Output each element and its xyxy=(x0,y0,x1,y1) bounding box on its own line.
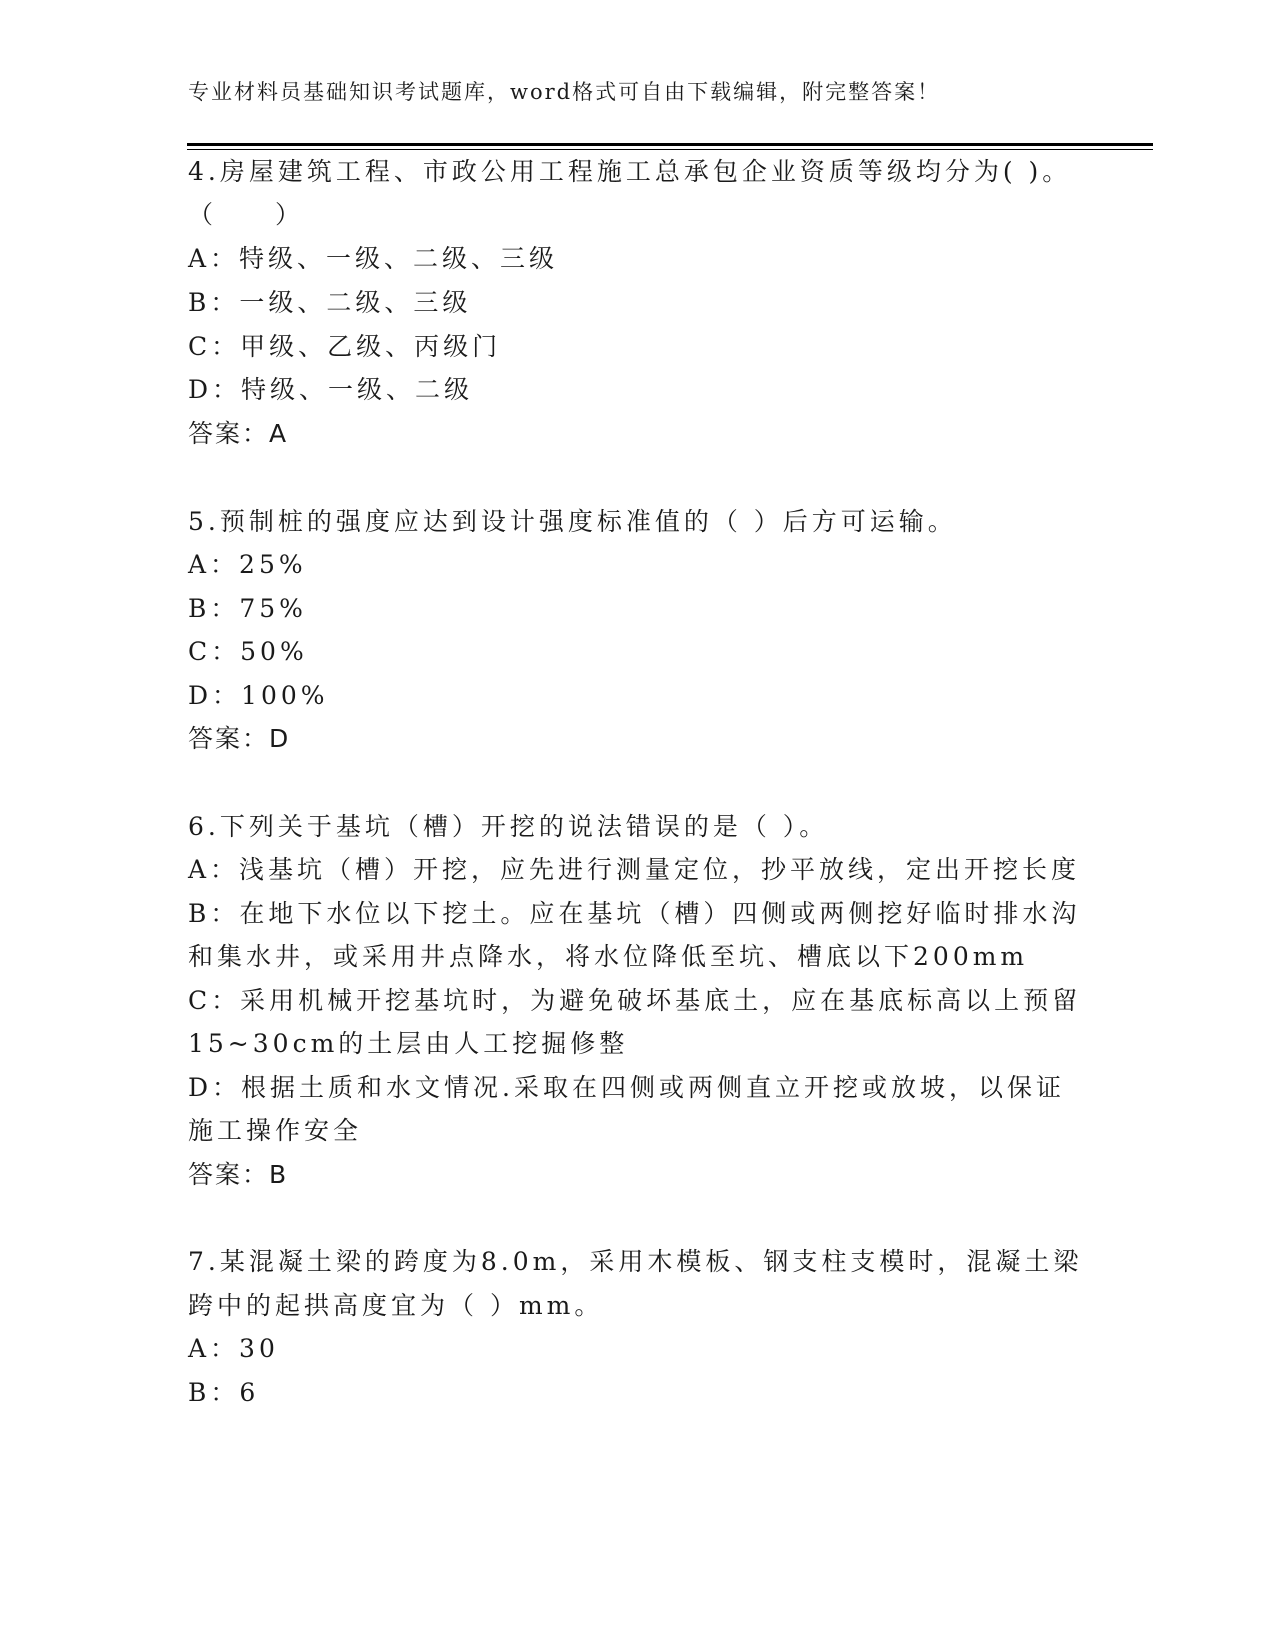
question-5-stem: 5.预制桩的强度应达到设计强度标准值的（ ）后方可运输。 xyxy=(188,507,957,536)
question-6-option-a: A：浅基坑（槽）开挖，应先进行测量定位，抄平放线，定出开挖长度 xyxy=(188,855,1081,884)
question-6-answer: 答案：B xyxy=(188,1160,289,1189)
header-rule-thin xyxy=(187,149,1153,150)
question-4-stem: 4.房屋建筑工程、市政公用工程施工总承包企业资质等级均分为( )。 xyxy=(188,157,1072,186)
question-5-option-b: B：75% xyxy=(188,594,307,623)
question-5-option-c: C：50% xyxy=(188,637,308,666)
question-7-option-a: A：30 xyxy=(188,1334,279,1363)
question-6-option-b-cont: 和集水井，或采用井点降水，将水位降低至坑、槽底以下200mm xyxy=(188,942,1029,971)
question-4-option-b: B：一级、二级、三级 xyxy=(188,288,472,317)
question-4-answer: 答案：A xyxy=(188,419,289,448)
question-7-stem: 7.某混凝土梁的跨度为8.0m，采用木模板、钢支柱支模时，混凝土梁 xyxy=(188,1247,1083,1276)
question-4-option-c: C：甲级、乙级、丙级门 xyxy=(188,332,502,361)
question-4-stem-bracket: （ ） xyxy=(188,200,305,229)
question-4-option-a: A：特级、一级、二级、三级 xyxy=(188,244,559,273)
question-5-answer: 答案：D xyxy=(188,724,291,753)
question-6-stem: 6.下列关于基坑（槽）开挖的说法错误的是（ ）。 xyxy=(188,812,829,841)
page-header: 专业材料员基础知识考试题库，word格式可自由下载编辑，附完整答案！ xyxy=(188,80,941,104)
question-6-option-c-cont: 15~30cm的土层由人工挖掘修整 xyxy=(188,1029,629,1058)
header-rule xyxy=(187,143,1153,146)
question-6-option-b: B：在地下水位以下挖土。应在基坑（槽）四侧或两侧挖好临时排水沟 xyxy=(188,899,1081,928)
question-6-option-d-cont: 施工操作安全 xyxy=(188,1116,363,1145)
question-6-option-c: C：采用机械开挖基坑时，为避免破坏基底土，应在基底标高以上预留 xyxy=(188,986,1082,1015)
question-7-option-b: B：6 xyxy=(188,1378,260,1407)
question-5-option-a: A：25% xyxy=(188,550,307,579)
question-7-stem-cont: 跨中的起拱高度宜为（ ）mm。 xyxy=(188,1291,604,1320)
question-6-option-d: D：根据土质和水文情况.采取在四侧或两侧直立开挖或放坡，以保证 xyxy=(188,1073,1065,1102)
question-5-option-d: D：100% xyxy=(188,681,329,710)
question-4-option-d: D：特级、一级、二级 xyxy=(188,375,474,404)
